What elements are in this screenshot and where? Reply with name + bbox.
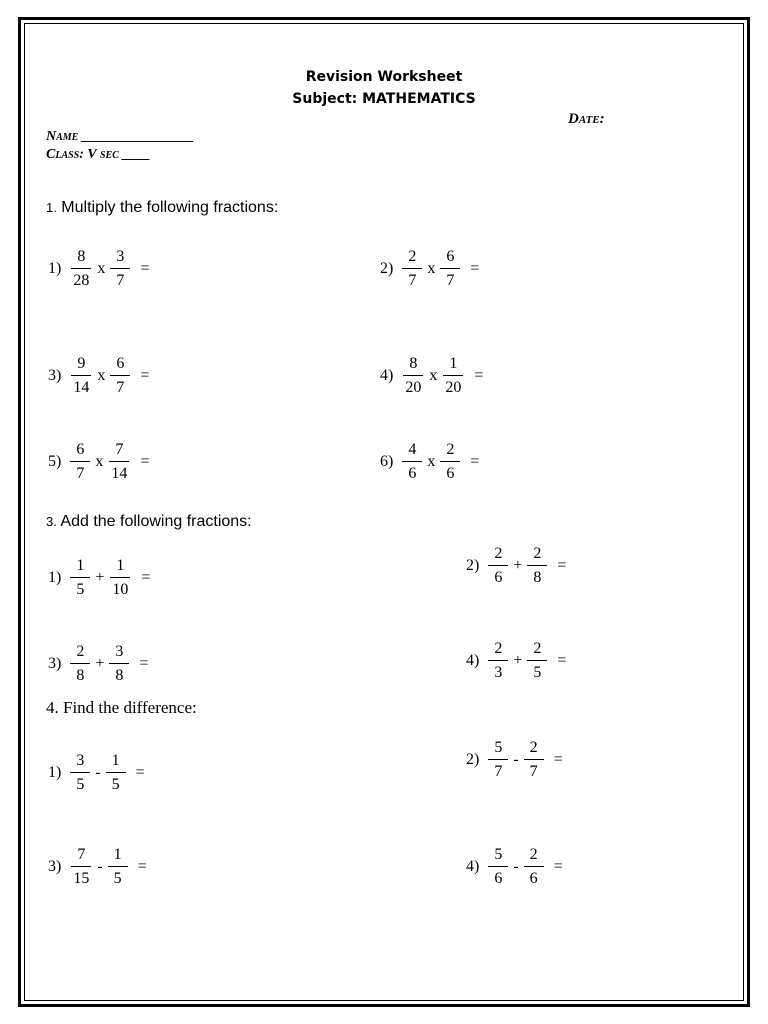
problem-add-2 (466, 546, 566, 586)
equals-sign: = (135, 764, 145, 781)
denominator: 8 (533, 569, 542, 586)
numerator: 1 (443, 356, 463, 376)
equals-sign: = (140, 260, 150, 277)
denominator: 5 (113, 870, 122, 887)
numerator: 1 (106, 753, 126, 773)
fraction (488, 641, 508, 681)
fraction (70, 249, 92, 289)
denominator: 5 (76, 581, 85, 598)
fraction (402, 442, 422, 482)
problem-difference-4 (466, 847, 563, 887)
numerator: 8 (71, 249, 91, 269)
fraction (402, 249, 422, 289)
numerator: 2 (524, 847, 544, 867)
problem-label: 6) (380, 453, 394, 470)
denominator: 8 (76, 667, 85, 684)
problem-label: 4) (466, 858, 480, 875)
problem-add-3 (48, 644, 148, 684)
equals-sign: = (557, 652, 567, 669)
denominator: 14 (73, 379, 90, 396)
numerator: 6 (440, 249, 460, 269)
problem-multiply-5 (48, 442, 149, 482)
fraction (70, 847, 92, 887)
numerator: 1 (110, 558, 130, 578)
operator: x (427, 260, 436, 277)
equals-sign: = (141, 569, 151, 586)
problem-multiply-1 (48, 249, 149, 289)
operator: x (97, 260, 106, 277)
problem-label: 3) (48, 655, 62, 672)
denominator: 14 (111, 465, 128, 482)
section-heading-multiply (46, 199, 278, 217)
problem-multiply-6 (380, 442, 479, 482)
denominator: 7 (76, 465, 85, 482)
problem-multiply-2 (380, 249, 479, 289)
fraction (110, 249, 130, 289)
fraction (527, 641, 547, 681)
section-number: 1. (46, 200, 57, 215)
denominator: 15 (73, 870, 90, 887)
numerator: 8 (403, 356, 423, 376)
fraction (70, 356, 92, 396)
denominator: 6 (529, 870, 538, 887)
operator: x (95, 453, 104, 470)
fraction (70, 644, 90, 684)
problem-difference-2 (466, 740, 563, 780)
denominator: 6 (494, 569, 503, 586)
numerator: 2 (402, 249, 422, 269)
equals-sign: = (474, 367, 484, 384)
worksheet-subject: Subject: MATHEMATICS (292, 91, 476, 107)
operator: - (95, 764, 101, 781)
equals-sign: = (470, 260, 480, 277)
problem-difference-1 (48, 753, 145, 793)
problem-label: 4) (380, 367, 394, 384)
section-heading-difference: 4. Find the difference: (46, 698, 197, 717)
operator: - (513, 751, 519, 768)
numerator: 1 (70, 558, 90, 578)
operator: x (427, 453, 436, 470)
numerator: 2 (524, 740, 544, 760)
denominator: 6 (446, 465, 455, 482)
denominator: 20 (405, 379, 422, 396)
numerator: 2 (527, 546, 547, 566)
name-line: Name ________________ (46, 129, 194, 144)
numerator: 2 (440, 442, 460, 462)
numerator: 3 (110, 249, 130, 269)
operator: + (513, 652, 523, 669)
denominator: 7 (446, 272, 455, 289)
numerator: 5 (488, 740, 508, 760)
section-heading-text: Multiply the following fractions: (56, 199, 279, 216)
denominator: 6 (408, 465, 417, 482)
date-label: Date: (568, 111, 605, 127)
fraction (110, 356, 130, 396)
numerator: 1 (108, 847, 128, 867)
problem-label: 5) (48, 453, 62, 470)
fraction (70, 558, 90, 598)
fraction (442, 356, 464, 396)
equals-sign: = (137, 858, 147, 875)
worksheet-title: Revision Worksheet (305, 69, 463, 85)
fraction (440, 442, 460, 482)
equals-sign: = (553, 858, 563, 875)
fraction (109, 644, 129, 684)
problem-difference-3 (48, 847, 147, 887)
numerator: 9 (71, 356, 91, 376)
fraction (70, 442, 90, 482)
problem-label: 2) (466, 557, 480, 574)
denominator: 8 (115, 667, 124, 684)
operator: x (97, 367, 106, 384)
fraction (402, 356, 424, 396)
class-line: Class: V sec ____ (46, 147, 151, 162)
operator: + (95, 655, 105, 672)
fraction (70, 753, 90, 793)
numerator: 6 (70, 442, 90, 462)
denominator: 5 (111, 776, 120, 793)
fraction (488, 740, 508, 780)
equals-sign: = (557, 557, 567, 574)
fraction (440, 249, 460, 289)
problem-label: 2) (466, 751, 480, 768)
problem-label: 1) (48, 764, 62, 781)
numerator: 3 (109, 644, 129, 664)
numerator: 2 (488, 546, 508, 566)
equals-sign: = (140, 367, 150, 384)
denominator: 3 (494, 664, 503, 681)
numerator: 4 (402, 442, 422, 462)
operator: x (429, 367, 438, 384)
denominator: 10 (112, 581, 129, 598)
denominator: 6 (494, 870, 503, 887)
operator: - (97, 858, 103, 875)
operator: - (513, 858, 519, 875)
numerator: 6 (110, 356, 130, 376)
numerator: 7 (71, 847, 91, 867)
denominator: 7 (408, 272, 417, 289)
fraction (488, 847, 508, 887)
numerator: 3 (70, 753, 90, 773)
fraction (108, 442, 130, 482)
equals-sign: = (139, 655, 149, 672)
numerator: 2 (527, 641, 547, 661)
denominator: 7 (116, 272, 125, 289)
problem-add-1 (48, 558, 150, 598)
problem-label: 1) (48, 260, 62, 277)
problem-multiply-3 (48, 356, 149, 396)
problem-label: 4) (466, 652, 480, 669)
denominator: 7 (529, 763, 538, 780)
problem-multiply-4 (380, 356, 483, 396)
fraction (527, 546, 547, 586)
denominator: 20 (445, 379, 462, 396)
numerator: 2 (488, 641, 508, 661)
denominator: 28 (73, 272, 90, 289)
fraction (524, 847, 544, 887)
denominator: 7 (116, 379, 125, 396)
denominator: 5 (533, 664, 542, 681)
problem-label: 3) (48, 367, 62, 384)
operator: + (95, 569, 105, 586)
denominator: 5 (76, 776, 85, 793)
numerator: 7 (109, 442, 129, 462)
section-number: 3. (46, 514, 57, 529)
problem-label: 1) (48, 569, 62, 586)
fraction (488, 546, 508, 586)
numerator: 5 (488, 847, 508, 867)
numerator: 2 (70, 644, 90, 664)
problem-label: 3) (48, 858, 62, 875)
denominator: 7 (494, 763, 503, 780)
problem-add-4 (466, 641, 566, 681)
fraction (524, 740, 544, 780)
problem-label: 2) (380, 260, 394, 277)
fraction (106, 753, 126, 793)
equals-sign: = (140, 453, 150, 470)
fraction (108, 847, 128, 887)
equals-sign: = (470, 453, 480, 470)
equals-sign: = (553, 751, 563, 768)
section-heading-text: Add the following fractions: (56, 513, 252, 530)
section-heading-add (46, 513, 252, 531)
operator: + (513, 557, 523, 574)
fraction (109, 558, 131, 598)
